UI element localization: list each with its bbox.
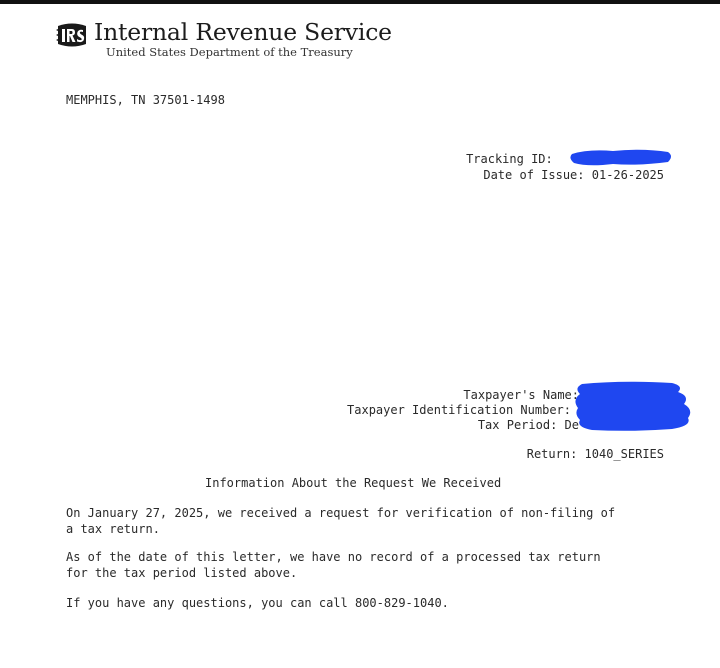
paragraph-line: If you have any questions, you can call 800-829-1040. xyxy=(66,596,449,610)
tracking-id-label: Tracking ID: xyxy=(466,152,553,166)
paragraph-contact xyxy=(66,595,449,611)
return-type: Return: 1040_SERIES xyxy=(526,447,664,461)
taxpayer-tin-label: Taxpayer Identification Number: xyxy=(347,403,571,417)
top-border xyxy=(0,0,720,4)
paragraph-no-record xyxy=(66,549,601,581)
paragraph-line: a tax return. xyxy=(66,522,160,536)
tax-period-label: Tax Period: xyxy=(477,418,558,432)
taxpayer-name-label: Taxpayer's Name: xyxy=(463,388,579,402)
paragraph-line: for the tax period listed above. xyxy=(66,566,298,580)
redaction-taxpayer-info xyxy=(572,380,694,432)
tax-period-row xyxy=(478,418,579,432)
section-heading: Information About the Request We Received xyxy=(205,476,502,490)
paragraph-line: On January 27, 2025, we received a request for verification of non-filing of xyxy=(66,506,616,520)
paragraph-request xyxy=(66,505,615,537)
redaction-tracking-id xyxy=(568,146,674,170)
date-of-issue-row xyxy=(483,168,664,182)
irs-eagle-logo-icon xyxy=(55,20,89,50)
tax-period-value: De xyxy=(564,418,579,432)
date-of-issue-value: 01-26-2025 xyxy=(591,168,664,182)
department-name: United States Department of the Treasury xyxy=(106,45,353,59)
date-of-issue-label: Date of Issue: xyxy=(483,168,585,182)
agency-name: Internal Revenue Service xyxy=(94,18,392,46)
paragraph-line: As of the date of this letter, we have no record of a processed tax return xyxy=(66,550,601,564)
mailing-address: MEMPHIS, TN 37501-1498 xyxy=(66,93,225,107)
